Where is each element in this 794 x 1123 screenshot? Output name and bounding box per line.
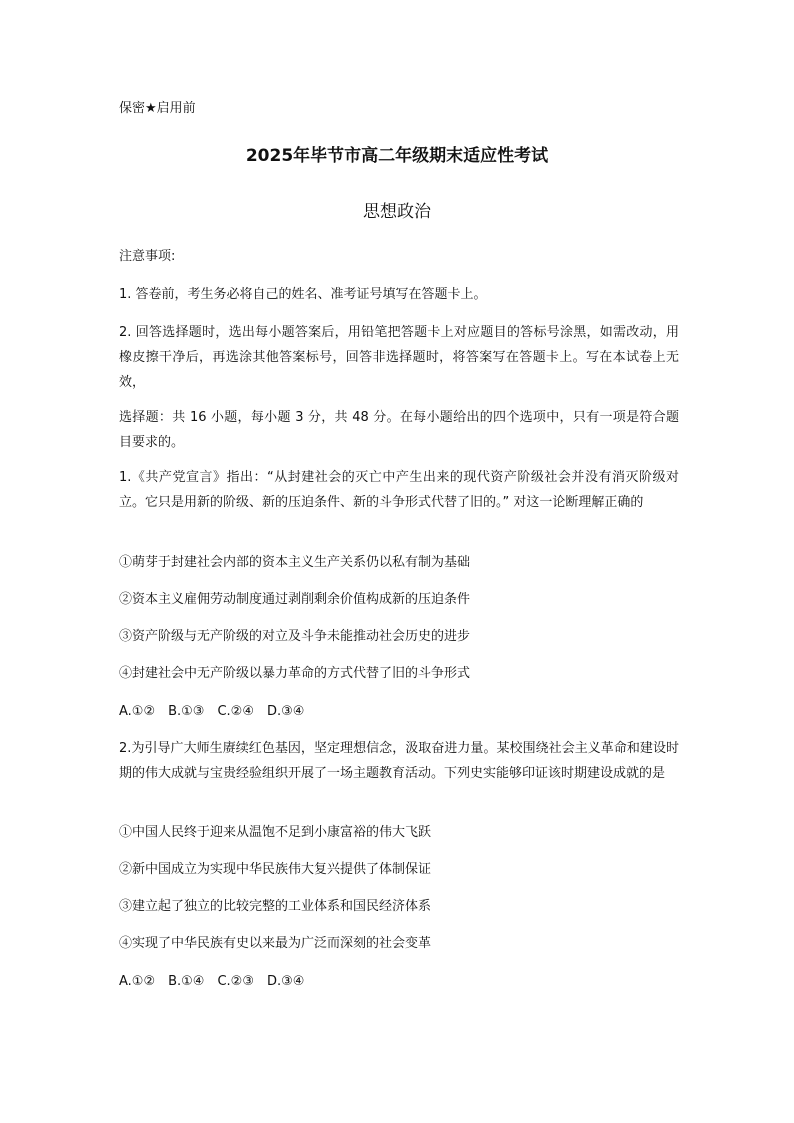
confidential-label: 保密★启用前 — [119, 101, 196, 116]
question-2-option-1: ①中国人民终于迎来从温饱不足到小康富裕的伟大飞跃 — [119, 825, 432, 840]
question-1-option-4: ④封建社会中无产阶级以暴力革命的方式代替了旧的斗争形式 — [119, 666, 471, 681]
section-instruction: 选择题：共 16 小题，每小题 3 分，共 48 分。在每小题给出的四个选项中，只有一项是符合题目要求的。 — [119, 410, 679, 450]
question-1-option-1: ①萌芽于封建社会内部的资本主义生产关系仍以私有制为基础 — [119, 555, 471, 570]
question-2-stem: 2.为引导广大师生赓续红色基因，坚定理想信念，汲取奋进力量。某校围绕社会主义革命和建设时期的伟大成就与宝贵经验组织开展了一场主题教育活动。下列史实能够印证该时期建设成就的是 — [119, 741, 679, 781]
subject-title: 思想政治 — [363, 202, 431, 222]
question-1-option-3: ③资产阶级与无产阶级的对立及斗争未能推动社会历史的进步 — [119, 629, 471, 644]
question-2-option-2: ②新中国成立为实现中华民族伟大复兴提供了体制保证 — [119, 862, 432, 877]
exam-title: 2025年毕节市高二年级期末适应性考试 — [245, 146, 549, 166]
question-2-option-4: ④实现了中华民族有史以来最为广泛而深刻的社会变革 — [119, 936, 432, 951]
question-1-answers: A.①② B.①③ C.②④ D.③④ — [119, 704, 305, 719]
question-1-option-2: ②资本主义雇佣劳动制度通过剥削剩余价值构成新的压迫条件 — [119, 592, 471, 607]
note-item-1: 1. 答卷前，考生务必将自己的姓名、准考证号填写在答题卡上。 — [119, 287, 487, 302]
note-item-2: 2. 回答选择题时，选出每小题答案后，用铅笔把答题卡上对应题目的答标号涂黑，如需改动，用橡皮擦干净后，再选涂其他答案标号，回答非选择题时，将答案写在答题卡上。写在本试卷上无效， — [119, 325, 679, 390]
notes-heading: 注意事项: — [119, 249, 176, 264]
question-2-option-3: ③建立起了独立的比较完整的工业体系和国民经济体系 — [119, 899, 432, 914]
question-2-answers: A.①② B.①④ C.②③ D.③④ — [119, 974, 305, 989]
question-1-stem: 1.《共产党宣言》指出：“从封建社会的灭亡中产生出来的现代资产阶级社会并没有消灭阶级对立。它只是用新的阶级、新的压迫条件、新的斗争形式代替了旧的。” 对这一论断理解正确的 — [119, 470, 679, 510]
